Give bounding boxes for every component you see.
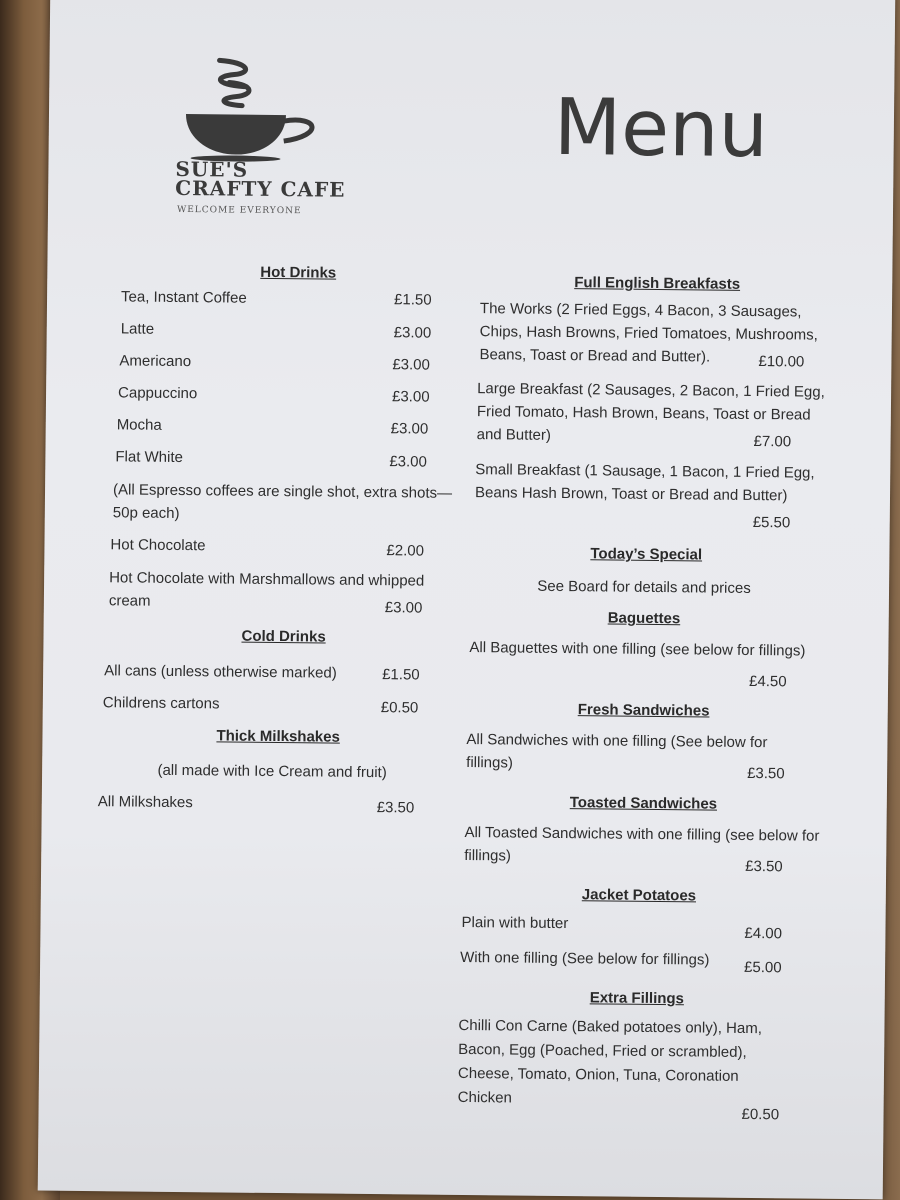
coffee-cup-icon [133, 51, 334, 163]
baguettes-heading: Baguettes [607, 609, 681, 628]
menu-item-price: £3.00 [389, 453, 427, 471]
cold-drinks-heading: Cold Drinks [241, 627, 326, 646]
menu-item: The Works (2 Fried Eggs, 4 Bacon, 3 Sausages, Chips, Hash Browns, Fried Tomatoes, Mushrooms, Beans, Toast or Bread and Butter). [479, 300, 818, 366]
cafe-tagline: WELCOME EVERYONE [176, 204, 302, 217]
menu-item-price: £4.00 [744, 924, 783, 943]
menu-item-price: £1.50 [382, 666, 420, 684]
menu-item: All cans (unless otherwise marked) [104, 662, 337, 682]
menu-item: Small Breakfast (1 Sausage, 1 Bacon, 1 Fried Egg, Beans Hash Brown, Toast or Bread and Butter) [474, 461, 815, 505]
menu-item-price: £4.50 [748, 672, 787, 691]
menu-item-price: £2.00 [386, 542, 425, 560]
menu-item: Chilli Con Carne (Baked potatoes only), Ham, Bacon, Egg (Poached, Fried or scrambled), Cheese, Tomato, Onion, Tuna, Coronation Chicken [457, 1016, 763, 1107]
menu-item: All Milkshakes [97, 793, 193, 812]
menu-item: Plain with butter [461, 913, 569, 933]
menu-item-price: £3.50 [745, 857, 783, 876]
toasted-sandwiches-heading: Toasted Sandwiches [569, 794, 718, 813]
hot-drinks-heading: Hot Drinks [260, 263, 337, 282]
todays-special-heading: Today’s Special [590, 545, 703, 564]
menu-item-price: £3.00 [390, 420, 429, 438]
page-title: Menu [553, 82, 769, 176]
espresso-note: (All Espresso coffees are single shot, extra shots—50p each) [112, 481, 453, 522]
fresh-sandwiches-heading: Fresh Sandwiches [577, 701, 710, 720]
milkshakes-note: (all made with Ice Cream and fruit) [157, 761, 387, 782]
full-english-heading: Full English Breakfasts [574, 274, 741, 293]
menu-item-price: £3.00 [384, 599, 423, 617]
menu-item: Flat White [115, 448, 184, 467]
menu-item-price: £3.50 [376, 799, 415, 817]
menu-item-price: £10.00 [758, 353, 805, 371]
menu-item: Mocha [116, 416, 162, 434]
menu-item-price: £3.50 [747, 764, 785, 783]
menu-item-price: £3.00 [391, 388, 430, 406]
menu-item-price: £1.50 [393, 291, 432, 309]
menu-item: Tea, Instant Coffee [120, 288, 247, 307]
menu-item-price: £3.00 [392, 356, 431, 374]
jacket-potatoes-heading: Jacket Potatoes [581, 886, 697, 905]
extra-fillings-heading: Extra Fillings [589, 989, 685, 1008]
menu-item-price: £3.00 [393, 324, 432, 342]
menu-item-price: £0.50 [741, 1105, 780, 1124]
cafe-logo [133, 51, 455, 234]
menu-item: Latte [120, 320, 155, 338]
menu-item: All Sandwiches with one filling (See below for fillings) [466, 731, 768, 772]
menu-sheet [38, 0, 896, 1199]
menu-item-price: £7.00 [753, 432, 792, 451]
menu-item: Americano [119, 352, 192, 371]
menu-item: Hot Chocolate with Marshmallows and whipped cream [108, 569, 425, 610]
todays-special-note: See Board for details and prices [537, 577, 751, 597]
menu-item-price: £0.50 [380, 699, 419, 717]
menu-item: Childrens cartons [102, 694, 220, 713]
menu-item: All Baguettes with one filling (see below for fillings) [469, 639, 806, 660]
menu-item: Hot Chocolate [110, 536, 206, 555]
menu-item: With one filling (See below for fillings) [460, 948, 710, 969]
milkshakes-heading: Thick Milkshakes [216, 727, 340, 746]
menu-item: All Toasted Sandwiches with one filling (see below for fillings) [464, 823, 820, 865]
cafe-name: SUE'S CRAFTY CAFE [175, 156, 346, 202]
menu-item-price: £5.50 [752, 513, 791, 532]
menu-item: Large Breakfast (2 Sausages, 2 Bacon, 1 Fried Egg, Fried Tomato, Hash Brown, Beans, Toast or Bread and Butter) [476, 380, 825, 444]
menu-item: Cappuccino [117, 384, 198, 403]
menu-item-price: £5.00 [744, 958, 782, 977]
